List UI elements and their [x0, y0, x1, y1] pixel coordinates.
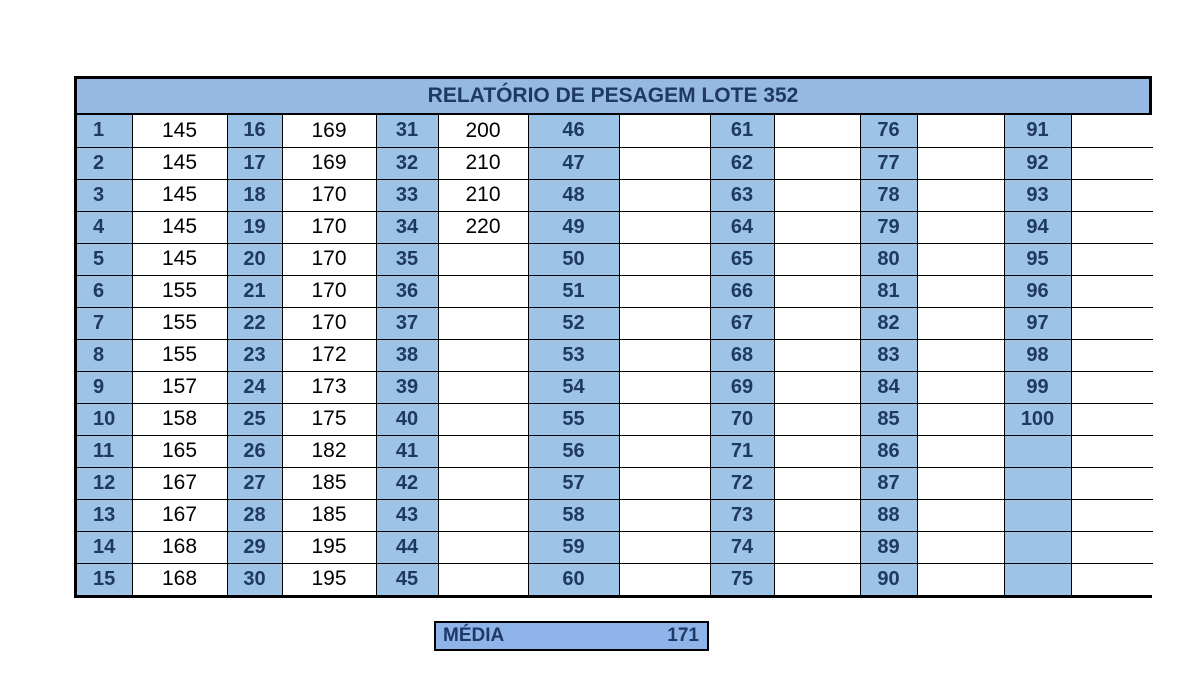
weight-cell[interactable]: 155: [132, 275, 227, 307]
animal-number-cell[interactable]: 41: [376, 435, 438, 467]
animal-number-cell[interactable]: 28: [227, 499, 282, 531]
weight-cell[interactable]: [619, 147, 710, 179]
weight-cell[interactable]: [438, 563, 528, 595]
weight-cell[interactable]: [619, 403, 710, 435]
animal-number-cell[interactable]: 8: [77, 339, 132, 371]
animal-number-cell[interactable]: 79: [860, 211, 917, 243]
weight-cell[interactable]: [1071, 275, 1153, 307]
weight-cell[interactable]: [774, 147, 860, 179]
animal-number-cell[interactable]: 5: [77, 243, 132, 275]
animal-number-cell[interactable]: 2: [77, 147, 132, 179]
weight-cell[interactable]: 145: [132, 211, 227, 243]
average-summary: [434, 621, 709, 651]
table-row: [77, 147, 1153, 179]
animal-number-cell[interactable]: 88: [860, 499, 917, 531]
animal-number-cell[interactable]: 78: [860, 179, 917, 211]
animal-number-cell[interactable]: 62: [710, 147, 774, 179]
weight-cell[interactable]: 167: [132, 467, 227, 499]
animal-number-cell[interactable]: 56: [528, 435, 619, 467]
weight-cell[interactable]: 145: [132, 179, 227, 211]
animal-number-cell[interactable]: 21: [227, 275, 282, 307]
weight-cell[interactable]: 170: [282, 275, 376, 307]
weight-cell[interactable]: [917, 211, 1004, 243]
animal-number-cell[interactable]: 1: [77, 115, 132, 147]
weight-cell[interactable]: [619, 179, 710, 211]
animal-number-cell[interactable]: 74: [710, 531, 774, 563]
animal-number-cell[interactable]: 75: [710, 563, 774, 595]
animal-number-cell[interactable]: 27: [227, 467, 282, 499]
animal-number-cell[interactable]: 18: [227, 179, 282, 211]
weight-cell[interactable]: [1071, 307, 1153, 339]
weight-cell[interactable]: [774, 307, 860, 339]
animal-number-cell[interactable]: 85: [860, 403, 917, 435]
animal-number-cell[interactable]: 98: [1004, 339, 1071, 371]
animal-number-cell[interactable]: 47: [528, 147, 619, 179]
weight-cell[interactable]: 145: [132, 115, 227, 147]
animal-number-cell[interactable]: 91: [1004, 115, 1071, 147]
animal-number-cell[interactable]: 12: [77, 467, 132, 499]
weight-cell[interactable]: [917, 147, 1004, 179]
animal-number-cell[interactable]: 49: [528, 211, 619, 243]
animal-number-cell[interactable]: 31: [376, 115, 438, 147]
animal-number-cell[interactable]: 83: [860, 339, 917, 371]
weight-cell[interactable]: [619, 307, 710, 339]
weight-cell[interactable]: [917, 179, 1004, 211]
animal-number-cell[interactable]: 38: [376, 339, 438, 371]
animal-number-cell[interactable]: 66: [710, 275, 774, 307]
average-label: MÉDIA: [443, 625, 505, 646]
weight-cell[interactable]: 210: [438, 179, 528, 211]
weight-cell[interactable]: [774, 179, 860, 211]
weight-cell[interactable]: 169: [282, 147, 376, 179]
weight-cell[interactable]: [1071, 403, 1153, 435]
table-row: [77, 435, 1153, 467]
animal-number-cell[interactable]: 14: [77, 531, 132, 563]
weight-cell[interactable]: [1071, 371, 1153, 403]
table-row: [77, 371, 1153, 403]
weight-cell[interactable]: [1071, 531, 1153, 563]
table-row: [77, 499, 1153, 531]
animal-number-cell[interactable]: 22: [227, 307, 282, 339]
weight-cell[interactable]: [1071, 339, 1153, 371]
table-row: [77, 563, 1153, 595]
animal-number-cell[interactable]: 20: [227, 243, 282, 275]
weight-cell[interactable]: [1071, 115, 1153, 147]
animal-number-cell[interactable]: 70: [710, 403, 774, 435]
animal-number-cell[interactable]: 95: [1004, 243, 1071, 275]
animal-number-cell[interactable]: 82: [860, 307, 917, 339]
animal-number-cell[interactable]: 3: [77, 179, 132, 211]
weight-cell[interactable]: [438, 339, 528, 371]
animal-number-cell[interactable]: [1004, 499, 1071, 531]
animal-number-cell[interactable]: 39: [376, 371, 438, 403]
animal-number-cell[interactable]: 10: [77, 403, 132, 435]
weight-cell[interactable]: [619, 339, 710, 371]
weight-cell[interactable]: 168: [132, 563, 227, 595]
animal-number-cell[interactable]: 89: [860, 531, 917, 563]
weight-cell[interactable]: [438, 467, 528, 499]
animal-number-cell[interactable]: 24: [227, 371, 282, 403]
animal-number-cell[interactable]: 15: [77, 563, 132, 595]
animal-number-cell[interactable]: 93: [1004, 179, 1071, 211]
weight-cell[interactable]: [1071, 243, 1153, 275]
animal-number-cell[interactable]: 44: [376, 531, 438, 563]
animal-number-cell[interactable]: 76: [860, 115, 917, 147]
table-row: [77, 179, 1153, 211]
animal-number-cell[interactable]: 77: [860, 147, 917, 179]
weight-cell[interactable]: [1071, 499, 1153, 531]
table-row: [77, 307, 1153, 339]
animal-number-cell[interactable]: 65: [710, 243, 774, 275]
animal-number-cell[interactable]: 59: [528, 531, 619, 563]
report-title: RELATÓRIO DE PESAGEM LOTE 352: [77, 79, 1149, 115]
weight-cell[interactable]: [1071, 435, 1153, 467]
weight-cell[interactable]: [774, 435, 860, 467]
animal-number-cell[interactable]: 68: [710, 339, 774, 371]
weight-cell[interactable]: [619, 243, 710, 275]
animal-number-cell[interactable]: 99: [1004, 371, 1071, 403]
weight-cell[interactable]: [1071, 211, 1153, 243]
weight-cell[interactable]: [438, 243, 528, 275]
animal-number-cell[interactable]: 29: [227, 531, 282, 563]
animal-number-cell[interactable]: 58: [528, 499, 619, 531]
weight-cell[interactable]: [917, 307, 1004, 339]
table-row: [77, 115, 1153, 147]
weight-cell[interactable]: [917, 243, 1004, 275]
weight-cell[interactable]: [917, 339, 1004, 371]
animal-number-cell[interactable]: 64: [710, 211, 774, 243]
weight-cell[interactable]: 157: [132, 371, 227, 403]
animal-number-cell[interactable]: 50: [528, 243, 619, 275]
weight-cell[interactable]: 168: [132, 531, 227, 563]
weight-cell[interactable]: [1071, 179, 1153, 211]
animal-number-cell[interactable]: 9: [77, 371, 132, 403]
animal-number-cell[interactable]: 46: [528, 115, 619, 147]
weight-cell[interactable]: 169: [282, 115, 376, 147]
weight-cell[interactable]: [438, 371, 528, 403]
animal-number-cell[interactable]: 35: [376, 243, 438, 275]
weight-cell[interactable]: [619, 115, 710, 147]
weight-cell[interactable]: 185: [282, 499, 376, 531]
weight-cell[interactable]: [438, 531, 528, 563]
weight-cell[interactable]: [774, 275, 860, 307]
weight-cell[interactable]: 145: [132, 243, 227, 275]
weight-cell[interactable]: 200: [438, 115, 528, 147]
weight-cell[interactable]: 165: [132, 435, 227, 467]
weight-cell[interactable]: 220: [438, 211, 528, 243]
weight-cell[interactable]: 145: [132, 147, 227, 179]
weight-cell[interactable]: 158: [132, 403, 227, 435]
weight-cell[interactable]: [438, 307, 528, 339]
animal-number-cell[interactable]: 33: [376, 179, 438, 211]
weight-cell[interactable]: 195: [282, 531, 376, 563]
weights-table: [77, 115, 1153, 595]
animal-number-cell[interactable]: 48: [528, 179, 619, 211]
weight-cell[interactable]: [438, 435, 528, 467]
weight-cell[interactable]: 172: [282, 339, 376, 371]
animal-number-cell[interactable]: 86: [860, 435, 917, 467]
weight-cell[interactable]: [619, 371, 710, 403]
animal-number-cell[interactable]: 43: [376, 499, 438, 531]
animal-number-cell[interactable]: [1004, 563, 1071, 595]
animal-number-cell[interactable]: 94: [1004, 211, 1071, 243]
weight-cell[interactable]: [774, 403, 860, 435]
weight-cell[interactable]: [619, 435, 710, 467]
table-row: [77, 531, 1153, 563]
animal-number-cell[interactable]: 80: [860, 243, 917, 275]
animal-number-cell[interactable]: 100: [1004, 403, 1071, 435]
animal-number-cell[interactable]: 63: [710, 179, 774, 211]
table-row: [77, 243, 1153, 275]
weight-cell[interactable]: 170: [282, 211, 376, 243]
weight-cell[interactable]: [917, 115, 1004, 147]
animal-number-cell[interactable]: 4: [77, 211, 132, 243]
animal-number-cell[interactable]: 69: [710, 371, 774, 403]
animal-number-cell[interactable]: 13: [77, 499, 132, 531]
animal-number-cell[interactable]: 23: [227, 339, 282, 371]
weight-cell[interactable]: [917, 531, 1004, 563]
weight-cell[interactable]: 170: [282, 307, 376, 339]
weighing-report-sheet: [74, 76, 1152, 598]
animal-number-cell[interactable]: 81: [860, 275, 917, 307]
animal-number-cell[interactable]: 92: [1004, 147, 1071, 179]
animal-number-cell[interactable]: 32: [376, 147, 438, 179]
animal-number-cell[interactable]: [1004, 467, 1071, 499]
weight-cell[interactable]: 155: [132, 339, 227, 371]
weight-cell[interactable]: [774, 339, 860, 371]
table-row: [77, 275, 1153, 307]
animal-number-cell[interactable]: 55: [528, 403, 619, 435]
weight-cell[interactable]: [917, 435, 1004, 467]
animal-number-cell[interactable]: 90: [860, 563, 917, 595]
animal-number-cell[interactable]: 61: [710, 115, 774, 147]
weight-cell[interactable]: [619, 531, 710, 563]
weight-cell[interactable]: [774, 115, 860, 147]
weight-cell[interactable]: [774, 499, 860, 531]
weight-cell[interactable]: [438, 275, 528, 307]
table-row: [77, 467, 1153, 499]
animal-number-cell[interactable]: 96: [1004, 275, 1071, 307]
animal-number-cell[interactable]: 17: [227, 147, 282, 179]
animal-number-cell[interactable]: 67: [710, 307, 774, 339]
animal-number-cell[interactable]: 16: [227, 115, 282, 147]
weight-cell[interactable]: [917, 499, 1004, 531]
weight-cell[interactable]: [774, 467, 860, 499]
animal-number-cell[interactable]: 84: [860, 371, 917, 403]
weight-cell[interactable]: [774, 243, 860, 275]
weight-cell[interactable]: 175: [282, 403, 376, 435]
animal-number-cell[interactable]: 87: [860, 467, 917, 499]
weight-cell[interactable]: [438, 403, 528, 435]
animal-number-cell[interactable]: 30: [227, 563, 282, 595]
weight-cell[interactable]: 155: [132, 307, 227, 339]
animal-number-cell[interactable]: 36: [376, 275, 438, 307]
table-row: [77, 403, 1153, 435]
animal-number-cell[interactable]: 53: [528, 339, 619, 371]
animal-number-cell[interactable]: 42: [376, 467, 438, 499]
animal-number-cell[interactable]: 60: [528, 563, 619, 595]
animal-number-cell[interactable]: 19: [227, 211, 282, 243]
weight-cell[interactable]: 210: [438, 147, 528, 179]
weight-cell[interactable]: [619, 275, 710, 307]
weight-cell[interactable]: [619, 499, 710, 531]
weight-cell[interactable]: [1071, 467, 1153, 499]
weight-cell[interactable]: [917, 403, 1004, 435]
weight-cell[interactable]: 167: [132, 499, 227, 531]
animal-number-cell[interactable]: 7: [77, 307, 132, 339]
table-row: [77, 339, 1153, 371]
animal-number-cell[interactable]: 71: [710, 435, 774, 467]
weight-cell[interactable]: [774, 211, 860, 243]
animal-number-cell[interactable]: 40: [376, 403, 438, 435]
weight-cell[interactable]: [917, 467, 1004, 499]
weight-cell[interactable]: 182: [282, 435, 376, 467]
animal-number-cell[interactable]: 51: [528, 275, 619, 307]
weight-cell[interactable]: [774, 563, 860, 595]
weight-cell[interactable]: [1071, 147, 1153, 179]
weight-cell[interactable]: 185: [282, 467, 376, 499]
weight-cell[interactable]: [619, 211, 710, 243]
animal-number-cell[interactable]: 57: [528, 467, 619, 499]
weight-cell[interactable]: 170: [282, 179, 376, 211]
animal-number-cell[interactable]: 97: [1004, 307, 1071, 339]
weight-cell[interactable]: [774, 531, 860, 563]
weight-cell[interactable]: 195: [282, 563, 376, 595]
animal-number-cell[interactable]: 34: [376, 211, 438, 243]
animal-number-cell[interactable]: 73: [710, 499, 774, 531]
weight-cell[interactable]: [774, 371, 860, 403]
weight-cell[interactable]: [438, 499, 528, 531]
weight-cell[interactable]: [917, 275, 1004, 307]
animal-number-cell[interactable]: 26: [227, 435, 282, 467]
weight-cell[interactable]: [1071, 563, 1153, 595]
animal-number-cell[interactable]: 72: [710, 467, 774, 499]
weight-cell[interactable]: 173: [282, 371, 376, 403]
weight-cell[interactable]: [917, 371, 1004, 403]
average-value: 171: [667, 625, 699, 646]
animal-number-cell[interactable]: [1004, 435, 1071, 467]
weight-cell[interactable]: [619, 563, 710, 595]
animal-number-cell[interactable]: 52: [528, 307, 619, 339]
animal-number-cell[interactable]: 11: [77, 435, 132, 467]
weight-cell[interactable]: [619, 467, 710, 499]
animal-number-cell[interactable]: 45: [376, 563, 438, 595]
animal-number-cell[interactable]: 6: [77, 275, 132, 307]
weight-cell[interactable]: 170: [282, 243, 376, 275]
table-row: [77, 211, 1153, 243]
animal-number-cell[interactable]: 25: [227, 403, 282, 435]
animal-number-cell[interactable]: [1004, 531, 1071, 563]
animal-number-cell[interactable]: 37: [376, 307, 438, 339]
weight-cell[interactable]: [917, 563, 1004, 595]
animal-number-cell[interactable]: 54: [528, 371, 619, 403]
